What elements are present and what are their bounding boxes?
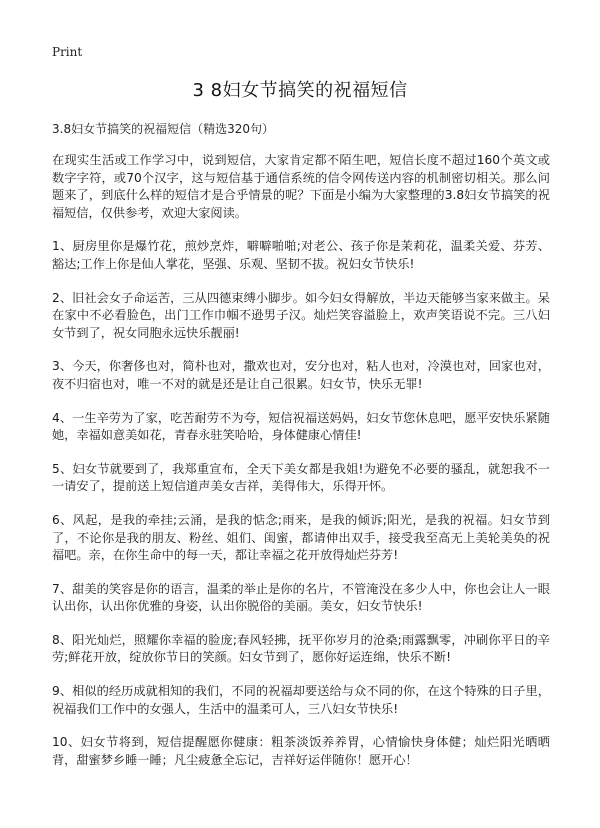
paragraph-9: 9、相似的经历成就相知的我们，不同的祝福却要送给与众不同的你，在这个特殊的日子里，祝福我们工作中的女强人，生活中的温柔可人，三八妇女节快乐! — [52, 684, 550, 716]
paragraph-5: 5、妇女节就要到了，我郑重宣布，全天下美女都是我姐!为避免不必要的骚乱，就恕我不一一请安了，提前送上短信道声美女吉祥，美得伟大，乐得开怀。 — [52, 461, 550, 494]
paragraph-2: 2、旧社会女子命运苦，三从四德束缚小脚步。如今妇女得解放，半边天能够当家来做主。呆在家中不必看脸色，出门工作巾帼不逊男子汉。灿烂笑容溢脸上，欢声笑语说不完。三八妇女节到了，祝女同胞永远快乐靓丽! — [52, 290, 550, 340]
intro-paragraph: 在现实生活或工作学习中，说到短信，大家肯定都不陌生吧，短信长度不超过160个英文或数字字符，或70个汉字，这与短信基于通信系统的信令网传送内容的机制密切相关。那么问题来了，到底什么样的短信才是合乎情景的呢？下面是小编为大家整理的3.8妇女节搞笑的祝福短信，仅供参考，欢迎大家阅读。 — [52, 153, 550, 220]
paragraph-8: 8、阳光灿烂，照耀你幸福的脸庞;春风轻拂，抚平你岁月的沧桑;雨露飘零，冲刷你平日的辛劳;鲜花开放，绽放你节日的笑颜。妇女节到了，愿你好运连绵，快乐不断! — [52, 632, 550, 665]
paragraph-4: 4、一生辛劳为了家，吃苦耐劳不为夸，短信祝福送妈妈，妇女节您休息吧，愿平安快乐紧随她，幸福如意美如花，青春永驻笑哈哈，身体健康心情佳! — [52, 410, 550, 443]
page-title: 3 8妇女节搞笑的祝福短信 — [192, 80, 408, 101]
print-link[interactable]: Print — [52, 45, 83, 59]
article-body — [52, 152, 550, 785]
paragraph-3: 3、今天，你奢侈也对，简朴也对，撒欢也对，安分也对，粘人也对，冷漠也对，回家也对，夜不归宿也对，唯一不对的就是还是让自己很累。妇女节，快乐无罪! — [52, 359, 550, 391]
paragraph-7: 7、甜美的笑容是你的语言，温柔的举止是你的名片，不管淹没在多少人中，你也会让人一眼认出你，认出你优雅的身姿，认出你脱俗的美丽。美女，妇女节快乐! — [52, 581, 550, 614]
paragraph-1: 1、厨房里你是爆竹花，煎炒烹炸，噼噼啪啪;对老公、孩子你是茉莉花，温柔关爱、芬芳、豁达;工作上你是仙人掌花，坚强、乐观、坚韧不拔。祝妇女节快乐! — [52, 239, 550, 271]
paragraph-10: 10、妇女节将到，短信提醒愿你健康：粗茶淡饭养养胃，心情愉快身体健；灿烂阳光晒晒背，甜蜜梦乡睡一睡；凡尘疲惫全忘记，吉祥好运伴随你！愿开心！ — [52, 735, 550, 767]
paragraph-6: 6、风起，是我的牵挂;云涌，是我的惦念;雨来，是我的倾诉;阳光，是我的祝福。妇女节到了，不论你是我的朋友、粉丝、姐们、闺蜜，都请伸出双手，接受我至高无上美轮美奂的祝福吧。亲，在你生命中的每一天，都让幸福之花开放得灿烂芬芳! — [52, 512, 550, 563]
page-subtitle: 3.8妇女节搞笑的祝福短信（精选320句） — [52, 122, 274, 136]
